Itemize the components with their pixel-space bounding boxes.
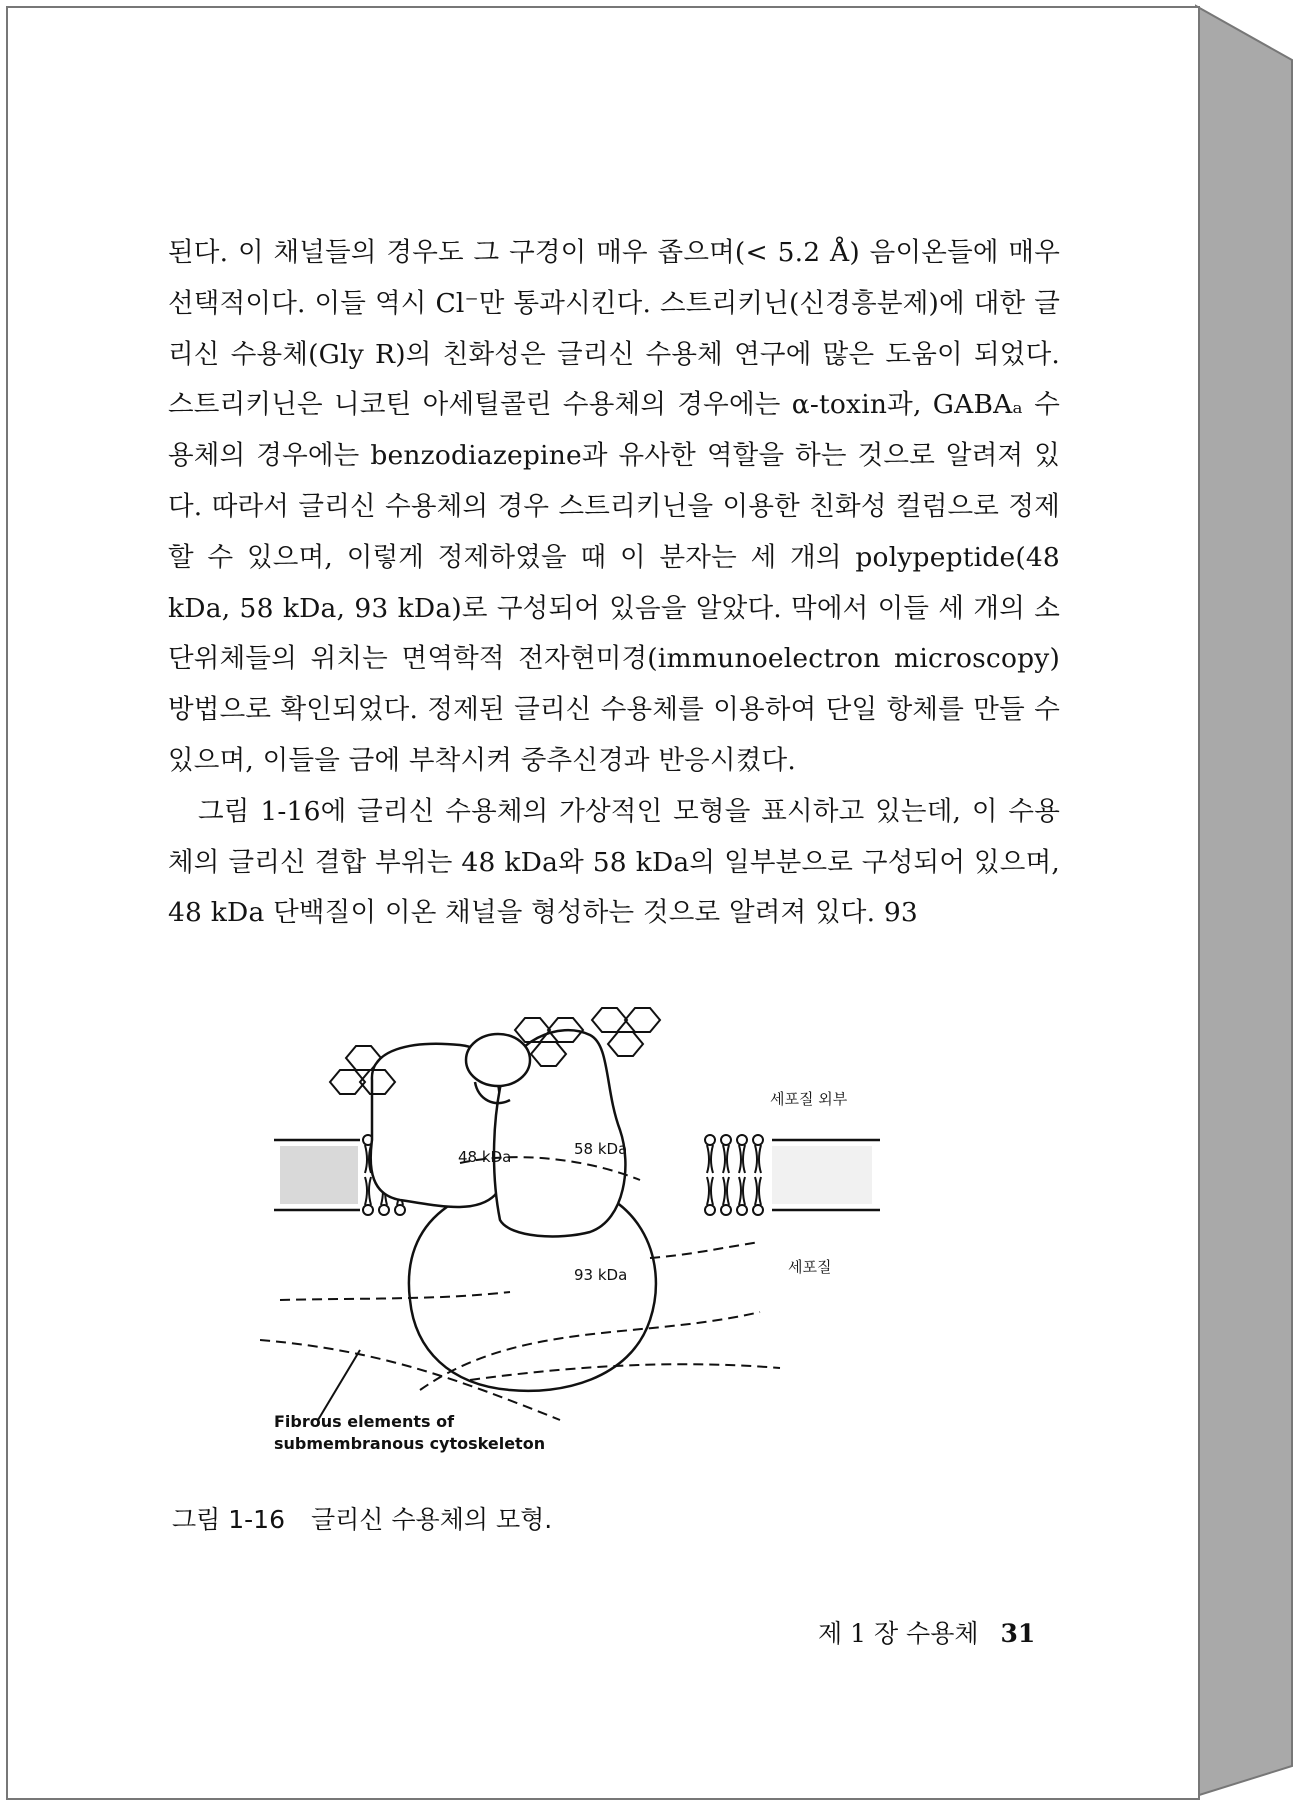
page-footer [818,1614,1035,1650]
lipid-bilayer-right [705,1135,763,1215]
caption-text: 글리신 수용체의 모형. [311,1505,553,1534]
paragraph-2: 그림 1-16에 글리신 수용체의 가상적인 모형을 표시하고 있는데, 이 수용체의 글리신 결합 부위는 48 kDa와 58 kDa의 일부분으로 구성되어 있으며, 48 kDa 단백질이 이온 채널을 형성하는 것으로 알려져 있다. 93 [168,795,1060,929]
label-cytoplasm: 세포질 [788,1258,832,1276]
paragraph-1: 된다. 이 채널들의 경우도 그 구경이 매우 좁으며(< 5.2 Å) 음이온들에 매우 선택적이다. 이들 역시 Cl⁻만 통과시킨다. 스트리키닌(신경흥분제)에 대한 글리신 수용체(Gly R)의 친화성은 글리신 수용체 연구에 많은 도움이 되었다. 스트리키닌은 니코틴 아세틸콜린 수용체의 경우에는 α-toxin과, GABAₐ 수용체의 경우에는 benzodiazepine과 유사한 역할을 하는 것으로 알려져 있다. 따라서 글리신 수용체의 경우 스트리키닌을 이용한 친화성 컬럼으로 정제할 수 있으며, 이렇게 정제하였을 때 이 분자는 세 개의 polypeptide(48 kDa, 58 kDa, 93 kDa)로 구성되어 있음을 알았다. 막에서 이들 세 개의 소단위체들의 위치는 면역학적 전자현미경(immunoelectron microscopy) 방법으로 확인되었다. 정제된 글리신 수용체를 이용하여 단일 항체를 만들 수 있으며, 이들을 금에 부착시켜 중추신경과 반응시켰다. [168,237,1060,776]
label-58-kda: 58 kDa [574,1140,628,1158]
label-93-kda: 93 kDa [574,1266,628,1284]
binding-site-cap [466,1034,530,1086]
label-48-kda: 48 kDa [458,1148,512,1166]
chapter-title: 제 1 장 수용체 [818,1619,979,1648]
label-extracellular: 세포질 외부 [770,1090,848,1108]
page-number: 31 [1000,1619,1036,1648]
body-text [168,228,1060,939]
label-fibrous-line2: submembranous cytoskeleton [274,1434,546,1453]
figure-caption [172,1500,552,1536]
figure-glycine-receptor [260,1000,900,1460]
label-fibrous-line1: Fibrous elements of [274,1412,455,1431]
receptor-diagram [260,1000,900,1460]
fibrous-pointer-line [318,1350,360,1420]
caption-number: 그림 1-16 [172,1505,285,1534]
